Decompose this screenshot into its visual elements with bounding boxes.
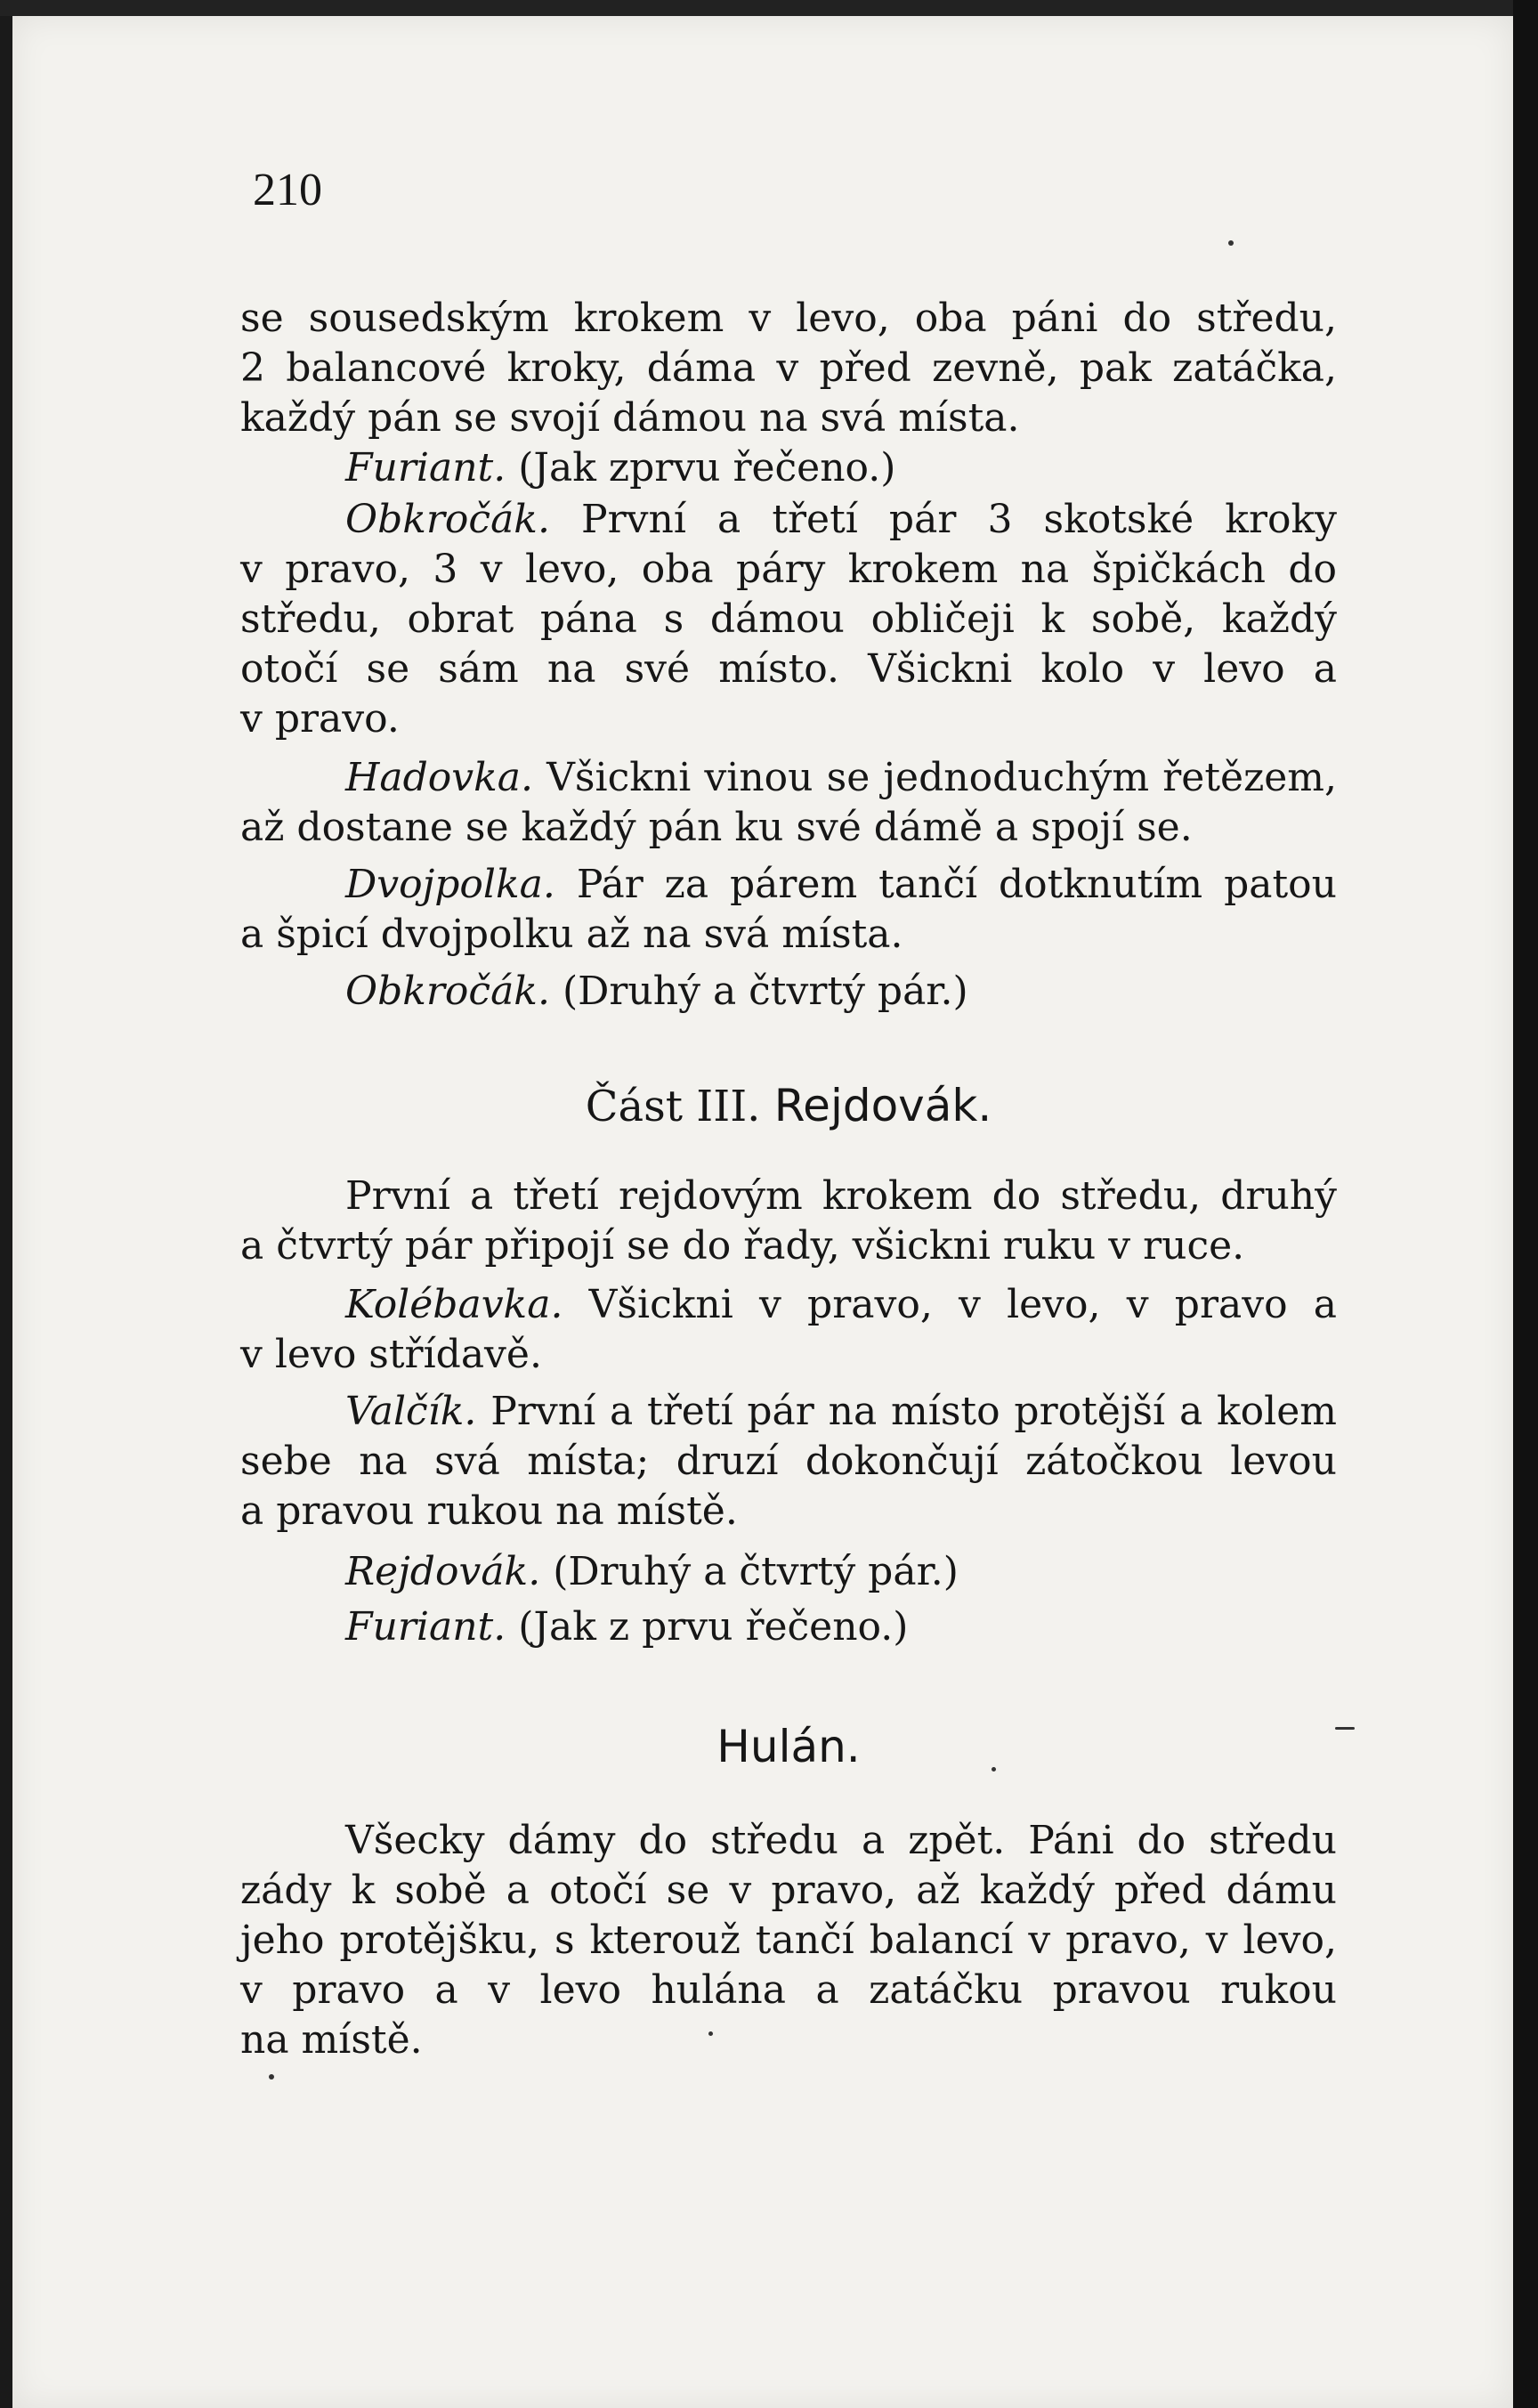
paragraph-kolebavka: [240, 1280, 1337, 1380]
paragraph-valcik: [240, 1387, 1337, 1536]
text-line: a čtvrtý pár připojí se do řady, všickni ruku v ruce.: [240, 1223, 1245, 1269]
figure-text: První a třetí pár 3 skotské kroky: [581, 497, 1337, 542]
text-line: [240, 495, 1337, 545]
scan-border-top: [0, 0, 1538, 16]
paragraph-hadovka: [240, 753, 1337, 853]
text-line: každý pán se svojí dámou na svá místa.: [240, 395, 1020, 441]
paragraph-intro: [240, 294, 1337, 443]
text-line: [240, 443, 1337, 493]
text-line: až dostane se každý pán ku své dámě a spojí se.: [240, 805, 1193, 850]
paragraph-obkrocak: [240, 495, 1337, 744]
figure-label: Kolébavka.: [345, 1282, 563, 1327]
figure-label: Furiant.: [345, 1604, 506, 1650]
section-heading-rejdovak: [240, 1079, 1337, 1133]
text-line: a pravou rukou na místě.: [240, 1488, 738, 1534]
figure-text: První a třetí pár na místo protější a kolem: [490, 1389, 1337, 1434]
text-line: v pravo a v levo hulána a zatáčku pravou rukou: [240, 1967, 1337, 2013]
scan-speck: [992, 1767, 996, 1772]
figure-text: Pár za párem tančí dotknutím patou: [576, 862, 1337, 907]
text-line: v pravo.: [240, 696, 400, 742]
text-line: se sousedským krokem v levo, oba páni do středu,: [240, 296, 1337, 341]
figure-label: Obkročák.: [345, 497, 550, 542]
paragraph-dvojpolka: [240, 860, 1337, 960]
text-line: [240, 1602, 1337, 1652]
paragraph-furiant-2: [240, 1602, 1337, 1652]
paragraph-furiant: [240, 443, 1337, 493]
page-number: 210: [253, 165, 322, 215]
scan-border-right: [1513, 0, 1538, 2408]
text-line: [240, 1387, 1337, 1437]
figure-text: Všickni vinou se jednoduchým řetězem,: [546, 755, 1337, 800]
text-line: 2 balancové kroky, dáma v před zevně, pak zatáčka,: [240, 345, 1337, 391]
text-line: [240, 1280, 1337, 1330]
figure-text: (Druhý a čtvrtý pár.): [562, 969, 968, 1014]
text-line: [240, 860, 1337, 910]
text-line: na místě.: [240, 2017, 423, 2063]
text-line: [240, 753, 1337, 803]
figure-text: Všickni v pravo, v levo, v pravo a: [588, 1282, 1337, 1327]
scan-speck: [1228, 240, 1234, 246]
paragraph-hulan: [240, 1816, 1337, 2065]
figure-text: (Druhý a čtvrtý pár.): [553, 1549, 959, 1594]
figure-label: Valčík.: [345, 1389, 477, 1434]
figure-text: (Jak zprvu řečeno.): [518, 445, 896, 491]
scan-speck: [269, 2074, 274, 2080]
scan-speck: [1335, 1727, 1355, 1730]
paragraph-obkrocak-2: [240, 967, 1337, 1017]
figure-label: Obkročák.: [345, 969, 550, 1014]
text-line: v levo střídavě.: [240, 1332, 542, 1377]
text-line: [240, 967, 1337, 1017]
text-line: v pravo, 3 v levo, oba páry krokem na špičkách do: [240, 547, 1337, 592]
paragraph-rejdovak: [240, 1547, 1337, 1597]
figure-label: Rejdovák.: [345, 1549, 541, 1594]
heading-title: Hulán.: [716, 1721, 861, 1772]
section-heading-hulan: [240, 1720, 1337, 1774]
figure-text: (Jak z prvu řečeno.): [518, 1604, 909, 1650]
paragraph-rejdovak-intro: [240, 1172, 1337, 1271]
text-line: zády k sobě a otočí se v pravo, až každý před dámu: [240, 1868, 1337, 1913]
text-line: Všecky dámy do středu a zpět. Páni do středu: [345, 1818, 1337, 1863]
figure-label: Dvojpolka.: [345, 862, 555, 907]
text-line: První a třetí rejdovým krokem do středu, druhý: [345, 1173, 1337, 1219]
heading-title: Rejdovák.: [773, 1080, 992, 1131]
text-line: jeho protějšku, s kterouž tančí balancí v pravo, v levo,: [240, 1917, 1337, 1963]
scan-speck: [708, 2031, 713, 2036]
text-line: středu, obrat pána s dámou obličeji k sobě, každý: [240, 596, 1337, 642]
heading-part: Část III.: [585, 1082, 761, 1131]
text-line: a špicí dvojpolku až na svá místa.: [240, 912, 903, 957]
text-line: otočí se sám na své místo. Všickni kolo v levo a: [240, 646, 1337, 692]
text-line: [240, 1547, 1337, 1597]
figure-label: Furiant.: [345, 445, 506, 491]
text-line: sebe na svá místa; druzí dokončují zátočkou levou: [240, 1439, 1337, 1484]
figure-label: Hadovka.: [345, 755, 533, 800]
